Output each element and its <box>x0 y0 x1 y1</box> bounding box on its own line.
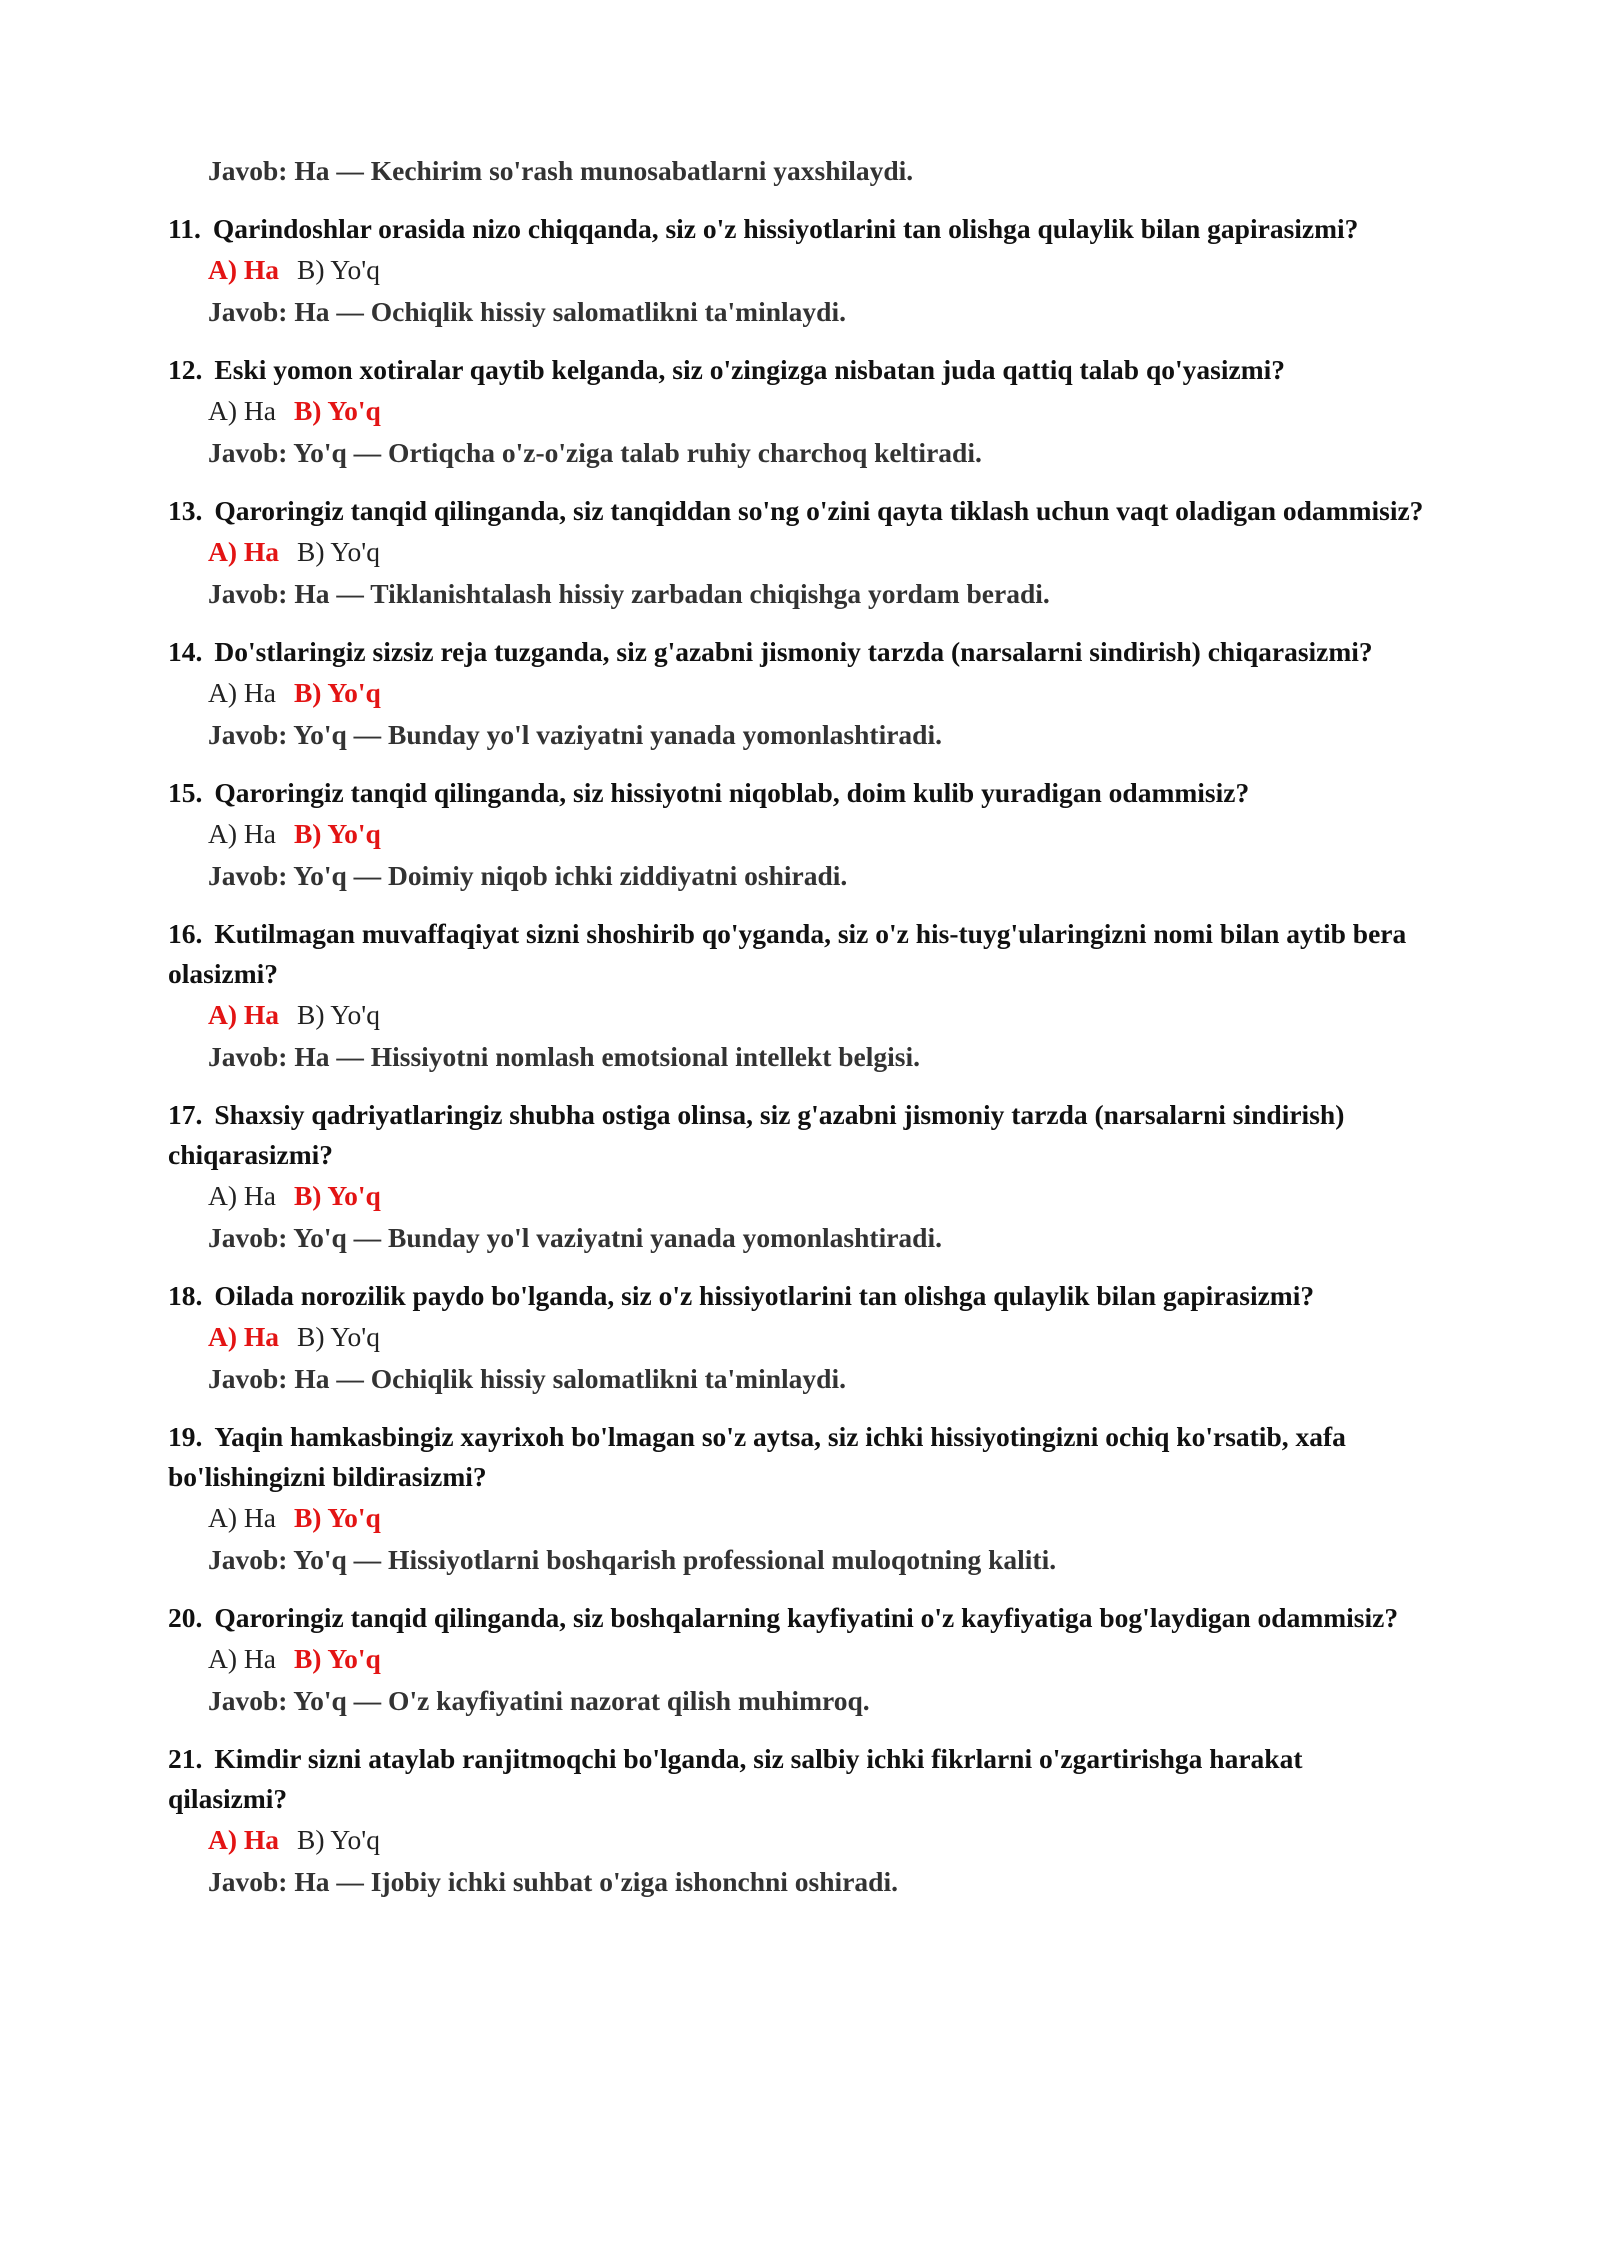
question-number: 18. <box>168 1280 203 1311</box>
answer-explanation: Javob: Yo'q — Hissiyotlarni boshqarish professional muloqotning kaliti. <box>208 1544 1057 1575</box>
answer-options <box>168 1638 1450 1680</box>
option-a: A) Ha <box>208 1502 276 1533</box>
question-label: Eski yomon xotiralar qaytib kelganda, siz o'zingizga nisbatan juda qattiq talab qo'yasizmi? <box>214 354 1285 385</box>
answer-explanation: Javob: Yo'q — Bunday yo'l vaziyatni yanada yomonlashtiradi. <box>208 1222 942 1253</box>
option-a: A) Ha <box>208 254 280 285</box>
question-text <box>168 1739 1428 1819</box>
answer-explanation: Javob: Ha — Ijobiy ichki suhbat o'ziga ishonchni oshiradi. <box>208 1866 898 1897</box>
option-b: B) Yo'q <box>297 254 380 285</box>
question-label: Do'stlaringiz sizsiz reja tuzganda, siz g'azabni jismoniy tarzda (narsalarni sindirish) chiqarasizmi? <box>214 636 1373 667</box>
question-text <box>168 1095 1428 1175</box>
question-text <box>168 632 1428 672</box>
answer-explanation: Javob: Ha — Hissiyotni nomlash emotsional intellekt belgisi. <box>208 1041 921 1072</box>
question-label: Qarindoshlar orasida nizo chiqqanda, siz o'z hissiyotlarini tan olishga qulaylik bilan gapirasizmi? <box>212 213 1359 244</box>
answer-options <box>168 531 1450 573</box>
question-label: Oilada norozilik paydo bo'lganda, siz o'z hissiyotlarini tan olishga qulaylik bilan gapirasizmi? <box>214 1280 1315 1311</box>
question-number: 15. <box>168 777 203 808</box>
question-item <box>168 632 1450 756</box>
question-item <box>168 1095 1450 1259</box>
option-a: A) Ha <box>208 677 276 708</box>
question-text <box>168 209 1428 249</box>
answer-explanation: Javob: Ha — Tiklanishtalash hissiy zarbadan chiqishga yordam beradi. <box>208 578 1050 609</box>
question-text <box>168 773 1428 813</box>
option-a: A) Ha <box>208 818 276 849</box>
option-b: B) Yo'q <box>293 1643 381 1674</box>
question-number: 14. <box>168 636 203 667</box>
answer-options <box>168 813 1450 855</box>
question-item <box>168 773 1450 897</box>
answer-options <box>168 390 1450 432</box>
question-text <box>168 914 1428 994</box>
question-label: Shaxsiy qadriyatlaringiz shubha ostiga olinsa, siz g'azabni jismoniy tarzda (narsalarni sindirish) chiqarasizmi? <box>168 1099 1345 1170</box>
option-b: B) Yo'q <box>293 818 381 849</box>
question-item <box>168 914 1450 1078</box>
question-item <box>168 491 1450 615</box>
question-item <box>168 350 1450 474</box>
question-label: Yaqin hamkasbingiz xayrixoh bo'lmagan so'z aytsa, siz ichki hissiyotingizni ochiq ko'rsatib, xafa bo'lishingizni bildirasizmi? <box>168 1421 1346 1492</box>
option-a: A) Ha <box>208 1643 276 1674</box>
question-number: 19. <box>168 1421 203 1452</box>
question-text <box>168 1276 1428 1316</box>
answer-options <box>168 994 1450 1036</box>
option-b: B) Yo'q <box>293 677 381 708</box>
question-item <box>168 1739 1450 1903</box>
answer-explanation: Javob: Ha — Ochiqlik hissiy salomatlikni ta'minlaydi. <box>208 296 846 327</box>
option-b: B) Yo'q <box>293 1502 381 1533</box>
answer-options <box>168 1819 1450 1861</box>
question-item <box>168 209 1450 333</box>
option-a: A) Ha <box>208 999 280 1030</box>
previous-answer: Javob: Ha — Kechirim so'rash munosabatlarni yaxshilaydi. <box>208 155 914 186</box>
option-a: A) Ha <box>208 536 280 567</box>
question-text <box>168 350 1428 390</box>
question-text <box>168 1598 1428 1638</box>
option-a: A) Ha <box>208 395 276 426</box>
question-number: 12. <box>168 354 203 385</box>
answer-explanation: Javob: Yo'q — Ortiqcha o'z-o'ziga talab ruhiy charchoq keltiradi. <box>208 437 982 468</box>
question-number: 11. <box>168 213 201 244</box>
question-label: Qaroringiz tanqid qilinganda, siz tanqiddan so'ng o'zini qayta tiklash uchun vaqt oladigan odammisiz? <box>214 495 1424 526</box>
option-b: B) Yo'q <box>293 395 381 426</box>
answer-options <box>168 249 1450 291</box>
option-a: A) Ha <box>208 1180 276 1211</box>
question-label: Kutilmagan muvaffaqiyat sizni shoshirib qo'yganda, siz o'z his-tuyg'ularingizni nomi bilan aytib bera olasizmi? <box>168 918 1407 989</box>
answer-explanation: Javob: Yo'q — Bunday yo'l vaziyatni yanada yomonlashtiradi. <box>208 719 942 750</box>
answer-explanation: Javob: Yo'q — Doimiy niqob ichki ziddiyatni oshiradi. <box>208 860 848 891</box>
option-b: B) Yo'q <box>297 536 380 567</box>
question-number: 20. <box>168 1602 203 1633</box>
option-b: B) Yo'q <box>297 1321 380 1352</box>
question-number: 17. <box>168 1099 203 1130</box>
option-b: B) Yo'q <box>297 1824 380 1855</box>
answer-options <box>168 1175 1450 1217</box>
question-number: 13. <box>168 495 203 526</box>
answer-explanation: Javob: Yo'q — O'z kayfiyatini nazorat qilish muhimroq. <box>208 1685 870 1716</box>
question-number: 16. <box>168 918 203 949</box>
answer-explanation: Javob: Ha — Ochiqlik hissiy salomatlikni ta'minlaydi. <box>208 1363 846 1394</box>
option-a: A) Ha <box>208 1321 280 1352</box>
question-label: Qaroringiz tanqid qilinganda, siz boshqalarning kayfiyatini o'z kayfiyatiga bog'laydigan odammisiz? <box>214 1602 1399 1633</box>
option-b: B) Yo'q <box>297 999 380 1030</box>
question-item <box>168 1598 1450 1722</box>
question-text <box>168 1417 1428 1497</box>
option-a: A) Ha <box>208 1824 280 1855</box>
question-number: 21. <box>168 1743 203 1774</box>
question-item <box>168 1276 1450 1400</box>
option-b: B) Yo'q <box>293 1180 381 1211</box>
question-label: Qaroringiz tanqid qilinganda, siz hissiyotni niqoblab, doim kulib yuradigan odammisiz? <box>214 777 1250 808</box>
question-list <box>168 209 1450 1903</box>
answer-options <box>168 672 1450 714</box>
answer-options <box>168 1497 1450 1539</box>
question-label: Kimdir sizni ataylab ranjitmoqchi bo'lganda, siz salbiy ichki fikrlarni o'zgartirishga harakat qilasizmi? <box>168 1743 1303 1814</box>
question-item <box>168 1417 1450 1581</box>
answer-options <box>168 1316 1450 1358</box>
question-text <box>168 491 1428 531</box>
